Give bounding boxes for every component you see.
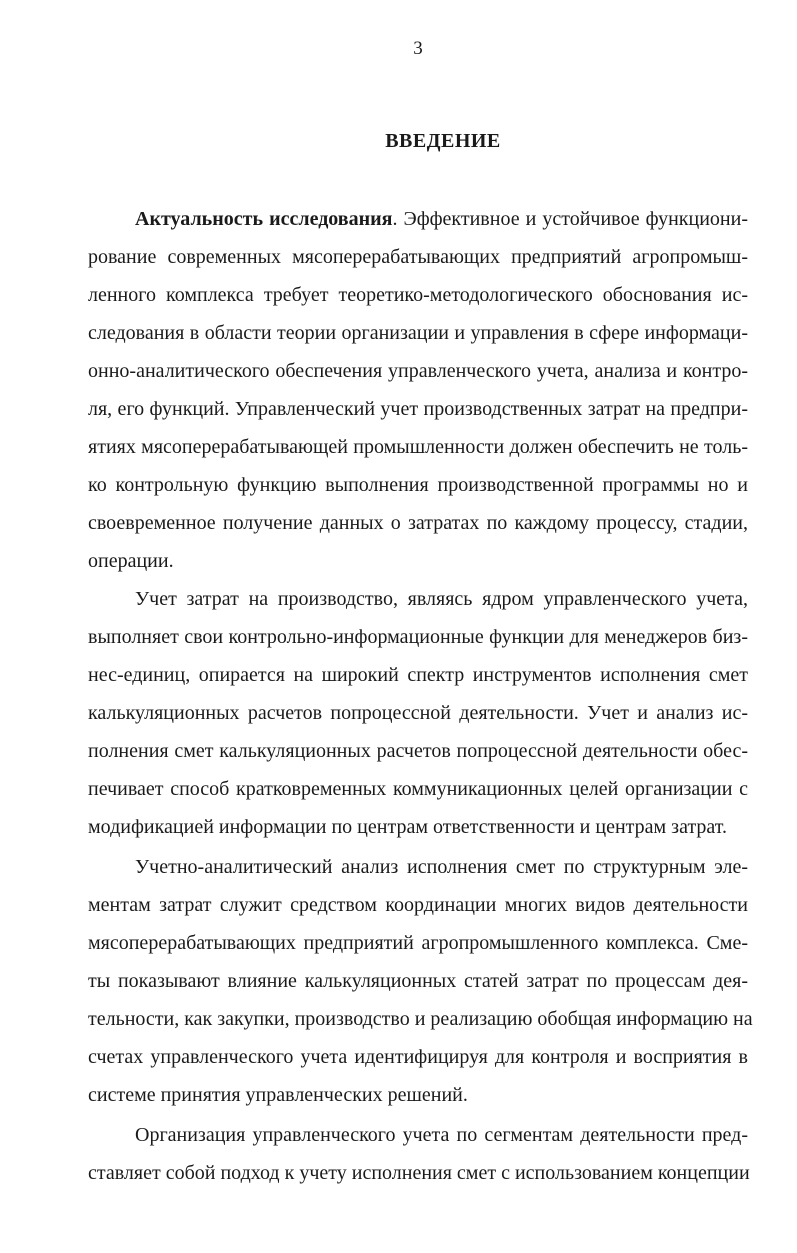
paragraph-line: ленного комплекса требует теоретико-методологического обоснования ис- xyxy=(88,284,748,306)
paragraph-line: ко контрольную функцию выполнения производственной программы но и xyxy=(88,474,748,496)
paragraph-line: Организация управленческого учета по сегментам деятельности пред- xyxy=(135,1124,748,1146)
paragraph-line: мясоперерабатывающих предприятий агропромышленного комплекса. Сме- xyxy=(88,932,748,954)
page-number: 3 xyxy=(413,38,423,59)
paragraph-line: Учетно-аналитический анализ исполнения смет по структурным эле- xyxy=(135,856,748,878)
paragraph-line: Актуальность исследования. Эффективное и устойчивое функциони- xyxy=(135,208,748,230)
paragraph-line: своевременное получение данных о затратах по каждому процессу, стадии, xyxy=(88,512,748,534)
paragraph-line: ля, его функций. Управленческий учет производственных затрат на предпри- xyxy=(88,398,748,420)
paragraph-line: операции. xyxy=(88,550,174,572)
paragraph-line: нес-единиц, опирается на широкий спектр инструментов исполнения смет xyxy=(88,664,748,686)
paragraph-line: ставляет собой подход к учету исполнения смет с использованием концепции xyxy=(88,1162,750,1184)
section-heading: ВВЕДЕНИЕ xyxy=(385,130,501,152)
paragraph-line: модификацией информации по центрам ответственности и центрам затрат. xyxy=(88,816,728,838)
paragraph-line: полнения смет калькуляционных расчетов попроцессной деятельности обес- xyxy=(88,740,748,762)
paragraph-line: калькуляционных расчетов попроцессной деятельности. Учет и анализ ис- xyxy=(88,702,748,724)
paragraph-line: выполняет свои контрольно-информационные функции для менеджеров биз- xyxy=(88,626,748,648)
paragraph-line: ты показывают влияние калькуляционных статей затрат по процессам дея- xyxy=(88,970,748,992)
paragraph-line: счетах управленческого учета идентифицируя для контроля и восприятия в xyxy=(88,1046,748,1068)
paragraph-line: ментам затрат служит средством координации многих видов деятельности xyxy=(88,894,748,916)
paragraph-line: печивает способ кратковременных коммуникационных целей организации с xyxy=(88,778,748,800)
paragraph-line: рование современных мясоперерабатывающих предприятий агропромыш- xyxy=(88,246,748,268)
paragraph-line: ятиях мясоперерабатывающей промышленности должен обеспечить не толь- xyxy=(88,436,748,458)
paragraph-line: Учет затрат на производство, являясь ядром управленческого учета, xyxy=(135,588,748,610)
paragraph-line: онно-аналитического обеспечения управленческого учета, анализа и контро- xyxy=(88,360,748,382)
paragraph-line: системе принятия управленческих решений. xyxy=(88,1084,468,1106)
paragraph-line: тельности, как закупки, производство и реализацию обобщая информацию на xyxy=(88,1008,753,1030)
paragraph-lead-term: Актуальность исследования xyxy=(135,208,393,230)
paragraph-line: следования в области теории организации и управления в сфере информаци- xyxy=(88,322,748,344)
